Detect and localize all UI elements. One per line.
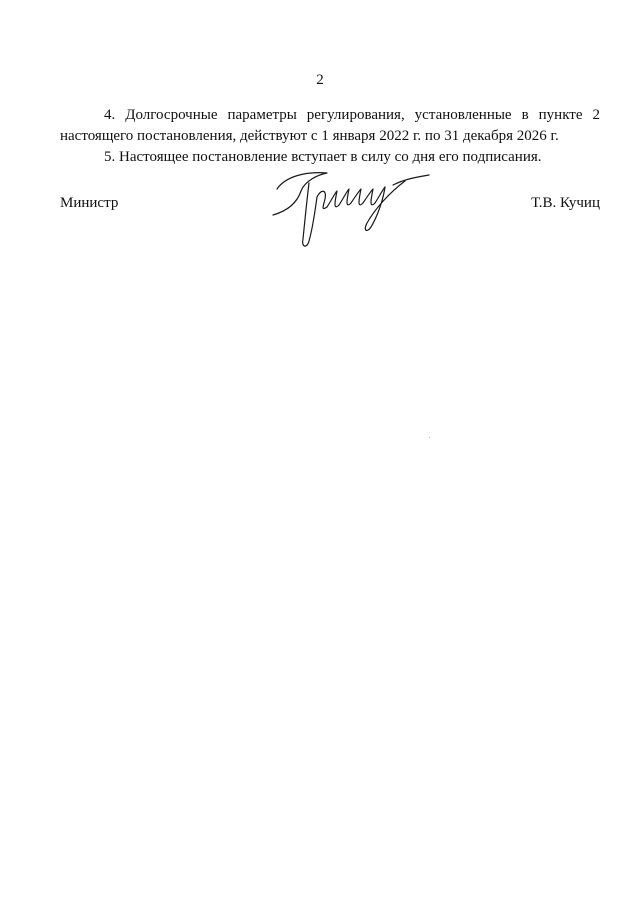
signer-title: Министр [60,195,119,211]
handwritten-signature [265,167,435,255]
paragraph-4-line-1: 4. Долгосрочные параметры регулирования, установленные в пункте 2 [104,107,600,123]
page-number: 2 [316,72,324,88]
signature-block [60,195,600,255]
paragraph-4-line-2: настоящего постановления, действуют с 1 января 2022 г. по 31 декабря 2026 г. [60,128,559,144]
paragraph-5: 5. Настоящее постановление вступает в силу со дня его подписания. [104,149,542,165]
scan-speck [429,437,430,438]
document-body [60,105,600,168]
signer-name: Т.В. Кучиц [531,195,600,211]
